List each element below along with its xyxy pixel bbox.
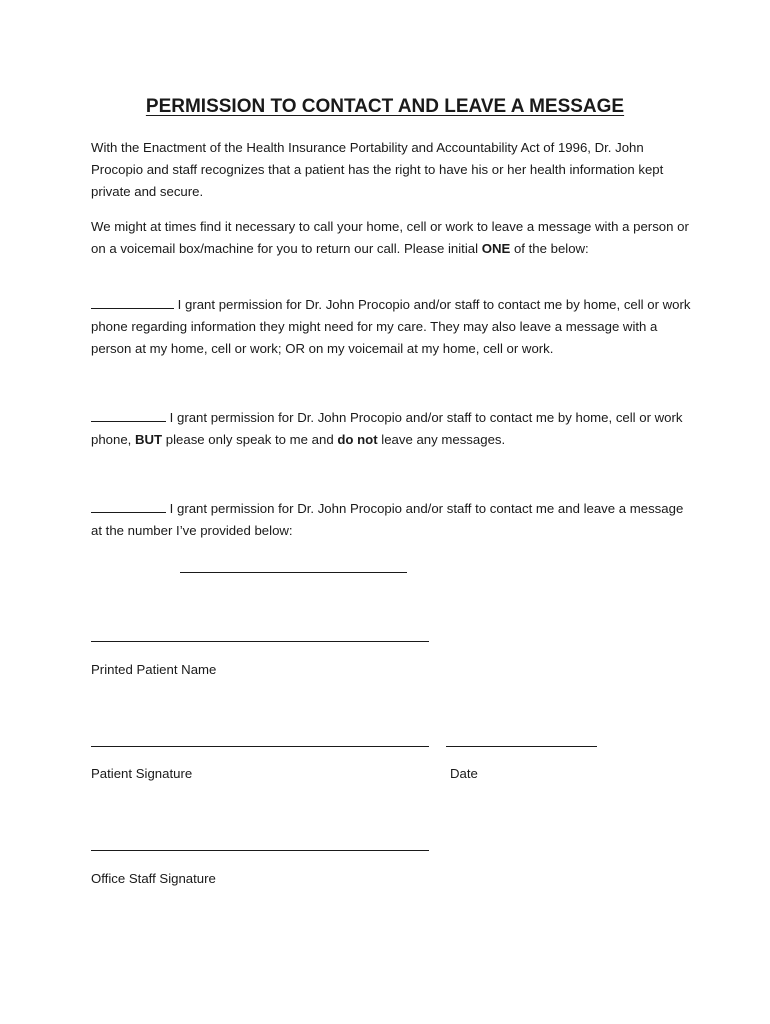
option-1-initial-blank[interactable] <box>91 294 174 309</box>
date-line[interactable] <box>446 746 597 747</box>
instructions-text: We might at times find it necessary to call your home, cell or work to leave a message with a person or on a voicemail box/machine for you to return our call. Please initial <box>91 219 689 256</box>
option-1-paragraph <box>91 294 691 360</box>
option-3-paragraph <box>91 498 691 542</box>
instructions-paragraph <box>91 216 691 260</box>
option-2-text-middle: please only speak to me and <box>162 432 338 447</box>
option-2-bold-but: BUT <box>135 432 163 447</box>
instructions-emphasis: ONE <box>481 241 511 256</box>
option-2-paragraph <box>91 407 691 451</box>
patient-signature-label: Patient Signature <box>91 766 193 781</box>
option-2-text: I grant permission for Dr. John Procopio and/or staff to contact me by home, cell or work phone, <box>91 410 683 447</box>
option-1-text: I grant permission for Dr. John Procopio and/or staff to contact me by home, cell or work phone regarding information they might need for my care. They may also leave a message with a person at my home, cell or work; OR on my voicemail at my home, cell or work. <box>91 297 691 356</box>
option-2-text-end: leave any messages. <box>377 432 506 447</box>
option-2-initial-blank[interactable] <box>91 407 166 422</box>
option-2-bold-do-not: do not <box>337 432 378 447</box>
instructions-text-end: of the below: <box>510 241 589 256</box>
patient-signature-line[interactable] <box>91 746 429 747</box>
page-title: PERMISSION TO CONTACT AND LEAVE A MESSAGE <box>145 96 625 117</box>
option-3-text: I grant permission for Dr. John Procopio and/or staff to contact me and leave a message at the number I’ve provided below: <box>91 501 684 538</box>
phone-number-line[interactable] <box>180 572 407 573</box>
date-label: Date <box>450 766 478 781</box>
option-3-initial-blank[interactable] <box>91 498 166 513</box>
printed-name-label: Printed Patient Name <box>91 662 217 677</box>
intro-paragraph: With the Enactment of the Health Insurance Portability and Accountability Act of 1996, Dr. John Procopio and staff recognizes that a patient has the right to have his or her health information kept private and secure. <box>91 140 664 199</box>
office-signature-label: Office Staff Signature <box>91 871 216 886</box>
office-signature-line[interactable] <box>91 850 429 851</box>
printed-name-line[interactable] <box>91 641 429 642</box>
